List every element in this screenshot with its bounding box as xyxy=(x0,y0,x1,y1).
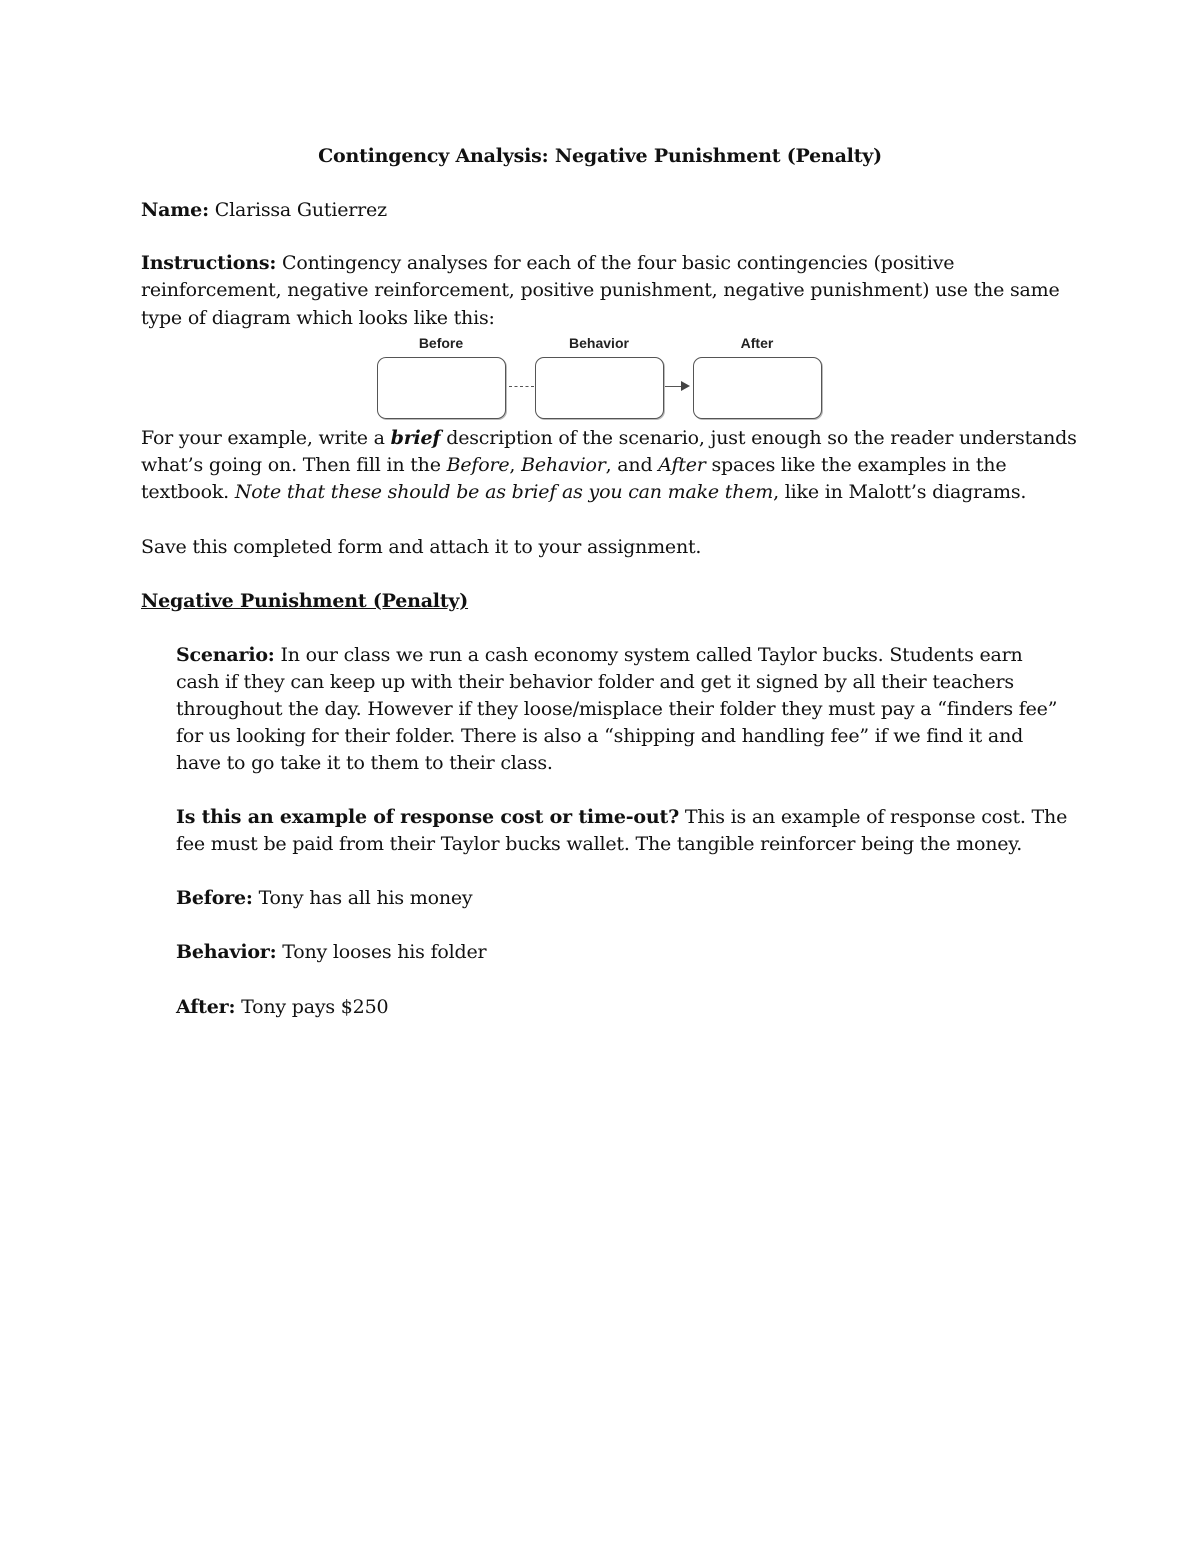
behavior-line xyxy=(176,939,486,966)
example-term-before: Before xyxy=(446,454,510,476)
example-term-after: After xyxy=(658,454,706,476)
name-value: Clarissa Gutierrez xyxy=(214,199,387,221)
diagram-box-before xyxy=(377,357,506,419)
diagram-label-after: After xyxy=(740,335,774,351)
contingency-diagram xyxy=(370,334,830,426)
section-heading: Negative Punishment (Penalty) xyxy=(141,590,469,612)
instructions-line-3: type of diagram which looks like this: xyxy=(141,307,495,329)
example-emphasis-brief: brief xyxy=(390,427,441,449)
before-value: Tony has all his money xyxy=(258,887,473,909)
question-line-2: fee must be paid from their Taylor bucks wallet. The tangible reinforcer being the money. xyxy=(176,833,1023,855)
example-text: what’s going on. Then fill in the xyxy=(141,454,447,476)
instructions-label: Instructions: xyxy=(141,252,277,274)
diagram-label-behavior: Behavior xyxy=(569,335,629,351)
example-text: textbook. xyxy=(141,481,235,503)
example-text: , like in Malott’s diagrams. xyxy=(773,481,1027,503)
example-note: Note that these should be as brief as you can make them xyxy=(234,481,774,503)
instructions-line-1 xyxy=(141,250,954,277)
behavior-value: Tony looses his folder xyxy=(282,941,487,963)
diagram-box-after xyxy=(693,357,822,419)
diagram-dashed-connector xyxy=(509,386,534,387)
example-text: For your example, write a xyxy=(141,427,391,449)
question-label: Is this an example of response cost or time-out? xyxy=(176,806,680,828)
scenario-line-2: cash if they can keep up with their behavior folder and get it signed by all their teachers xyxy=(176,671,1014,693)
example-line-3 xyxy=(141,479,1026,506)
scenario-label: Scenario: xyxy=(176,644,275,666)
behavior-label: Behavior: xyxy=(176,941,277,963)
before-label: Before: xyxy=(176,887,253,909)
question-line-1 xyxy=(176,804,1067,831)
example-line-2 xyxy=(141,452,1006,479)
example-text: , xyxy=(509,454,522,476)
before-line xyxy=(176,885,472,912)
scenario-line-4: for us looking for their folder. There is also a “shipping and handling fee” if we find it and xyxy=(176,725,1024,747)
example-line-1 xyxy=(141,425,1077,452)
instructions-text-1: Contingency analyses for each of the four basic contingencies (positive xyxy=(282,252,955,274)
scenario-text-1: In our class we run a cash economy system called Taylor bucks. Students earn xyxy=(280,644,1023,666)
save-instruction: Save this completed form and attach it to your assignment. xyxy=(141,536,702,558)
after-label: After: xyxy=(176,996,236,1018)
name-label: Name: xyxy=(141,199,209,221)
instructions-line-2: reinforcement, negative reinforcement, positive punishment, negative punishment) use the same xyxy=(141,279,1060,301)
page-title: Contingency Analysis: Negative Punishment (Penalty) xyxy=(318,145,882,167)
scenario-line-5: have to go take it to them to their class. xyxy=(176,752,553,774)
scenario-line-3: throughout the day. However if they loose/misplace their folder they must pay a “finders fee” xyxy=(176,698,1058,720)
after-line xyxy=(176,994,388,1021)
example-text: , and xyxy=(605,454,659,476)
diagram-box-behavior xyxy=(535,357,664,419)
example-term-behavior: Behavior xyxy=(521,454,606,476)
after-value: Tony pays $250 xyxy=(241,996,389,1018)
scenario-line-1 xyxy=(176,642,1023,669)
example-text: spaces like the examples in the xyxy=(705,454,1007,476)
example-text: description of the scenario, just enough so the reader understands xyxy=(440,427,1077,449)
question-answer-1: This is an example of response cost. The xyxy=(684,806,1068,828)
name-line xyxy=(141,197,387,224)
arrow-right-icon xyxy=(681,381,690,391)
diagram-label-before: Before xyxy=(418,335,464,351)
